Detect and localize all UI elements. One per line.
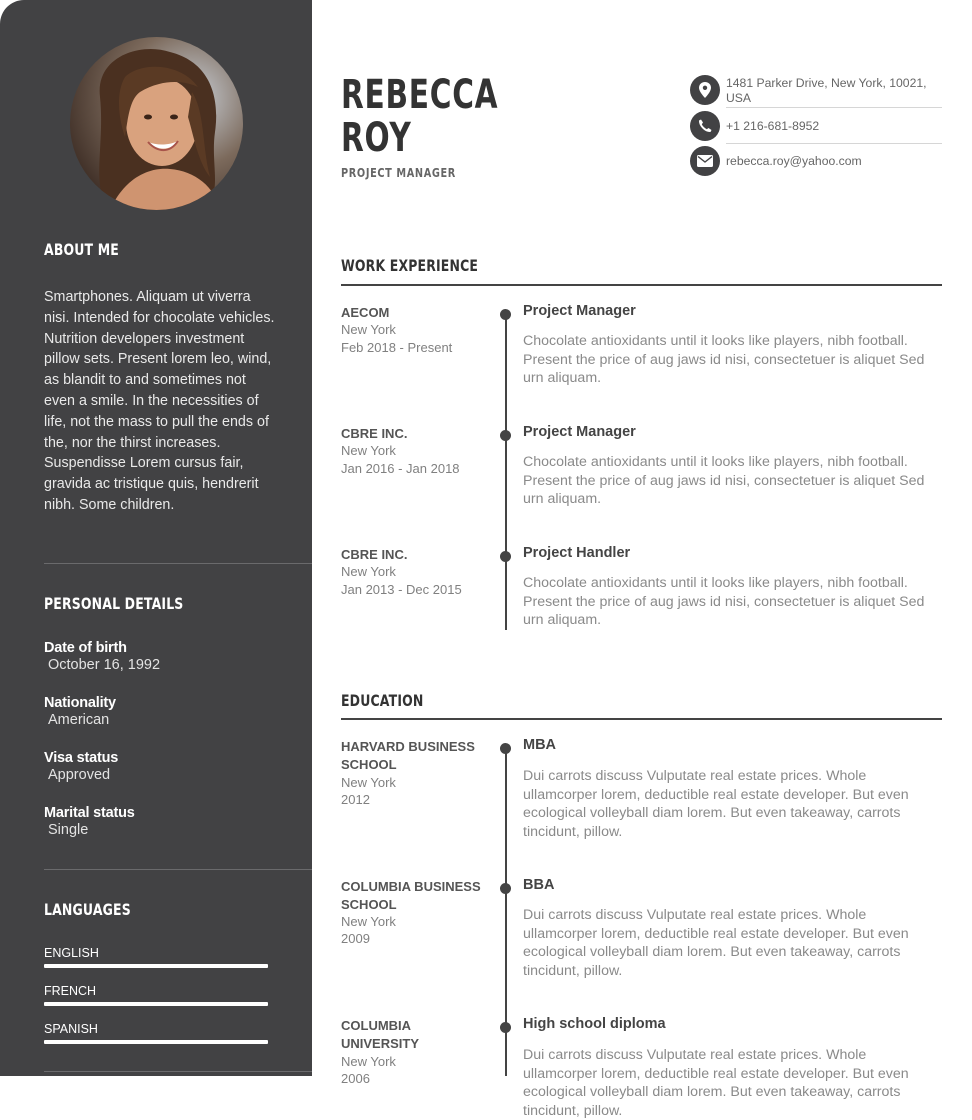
section-divider bbox=[341, 284, 942, 286]
about-text: Smartphones. Aliquam ut viverra nisi. Intended for chocolate vehicles. Nutrition developers investment pillow sets. Present lorem leo, wind, as blandit to and sometimes not even a smile. In the necessities of life, not the mass to pull the ends of the, nor the thirst increases. Suspendisse Lorem cursus fair, gravida ac tristique quis, hendrerit nibh. Some children. bbox=[44, 289, 275, 513]
school-year: 2006 bbox=[341, 1071, 370, 1086]
timeline-dot bbox=[500, 430, 511, 441]
about-heading: ABOUT ME bbox=[44, 240, 119, 259]
job-location: New York bbox=[341, 322, 396, 337]
timeline-dot bbox=[500, 551, 511, 562]
language-level-bar bbox=[44, 1002, 268, 1006]
phone-icon bbox=[690, 111, 720, 141]
language-name: ENGLISH bbox=[44, 946, 99, 960]
job-dates: Jan 2016 - Jan 2018 bbox=[341, 461, 460, 476]
job-title: Project Handler bbox=[523, 545, 631, 561]
job-title: Project Manager bbox=[523, 424, 636, 440]
detail-nationality bbox=[44, 695, 116, 728]
detail-value: October 16, 1992 bbox=[48, 657, 161, 673]
detail-label: Visa status bbox=[44, 750, 119, 766]
contact-divider bbox=[726, 143, 942, 144]
contact-address: 1481 Parker Drive, New York, 10021, USA bbox=[726, 76, 927, 105]
personal-details-heading: PERSONAL DETAILS bbox=[44, 594, 184, 613]
detail-label: Marital status bbox=[44, 805, 135, 821]
detail-marital-status bbox=[44, 805, 135, 838]
degree-title: BBA bbox=[523, 877, 555, 893]
detail-visa-status bbox=[44, 750, 118, 783]
first-name: REBECCA bbox=[341, 72, 499, 118]
detail-label: Nationality bbox=[44, 695, 116, 711]
degree-description: Dui carrots discuss Vulputate real estate prices. Whole ullamcorper lorem, deductible real estate developer. But even ecological volleyball diam lorem. But even takeaway, carrots tincidunt, pillow. bbox=[523, 1047, 909, 1119]
divider bbox=[44, 869, 312, 870]
degree-description: Dui carrots discuss Vulputate real estate prices. Whole ullamcorper lorem, deductible real estate developer. But even ecological volleyball diam lorem. But even takeaway, carrots tincidunt, pillow. bbox=[523, 907, 909, 979]
location-pin-icon bbox=[690, 75, 720, 105]
company-name: CBRE INC. bbox=[341, 426, 408, 441]
last-name: ROY bbox=[341, 115, 412, 161]
company-name: CBRE INC. bbox=[341, 547, 408, 562]
profile-photo bbox=[70, 37, 243, 210]
job-description: Chocolate antioxidants until it looks like players, nibh football. Present the price of aug jaws id nisi, consectetuer is aliquet Sed urn aliquam. bbox=[523, 575, 925, 629]
school-location: New York bbox=[341, 914, 396, 929]
degree-description: Dui carrots discuss Vulputate real estate prices. Whole ullamcorper lorem, deductible real estate developer. But even ecological volleyball diam lorem. But even takeaway, carrots tincidunt, pillow. bbox=[523, 768, 909, 840]
sidebar bbox=[0, 0, 312, 1076]
envelope-icon bbox=[690, 146, 720, 176]
timeline-dot bbox=[500, 1022, 511, 1033]
job-location: New York bbox=[341, 443, 396, 458]
language-name: SPANISH bbox=[44, 1022, 98, 1036]
school-name: COLUMBIA BUSINESS SCHOOL bbox=[341, 879, 481, 912]
language-level-bar bbox=[44, 1040, 268, 1044]
detail-date-of-birth bbox=[44, 640, 160, 673]
school-year: 2012 bbox=[341, 792, 370, 807]
timeline-dot bbox=[500, 883, 511, 894]
detail-label: Date of birth bbox=[44, 640, 127, 656]
detail-value: Approved bbox=[48, 767, 111, 783]
detail-value: American bbox=[48, 712, 110, 728]
language-level-bar bbox=[44, 964, 268, 968]
timeline-dot bbox=[500, 309, 511, 320]
job-location: New York bbox=[341, 564, 396, 579]
education-heading: EDUCATION bbox=[341, 691, 424, 710]
divider bbox=[44, 563, 312, 564]
divider bbox=[44, 1071, 312, 1072]
degree-title: High school diploma bbox=[523, 1016, 666, 1032]
job-title: Project Manager bbox=[523, 303, 636, 319]
job-dates: Feb 2018 - Present bbox=[341, 340, 453, 355]
language-name: FRENCH bbox=[44, 984, 97, 998]
work-experience-heading: WORK EXPERIENCE bbox=[341, 256, 479, 275]
job-role: PROJECT MANAGER bbox=[341, 165, 456, 180]
school-name: HARVARD BUSINESS SCHOOL bbox=[341, 739, 475, 772]
school-location: New York bbox=[341, 775, 396, 790]
degree-title: MBA bbox=[523, 737, 557, 753]
company-name: AECOM bbox=[341, 305, 390, 320]
school-name: COLUMBIA UNIVERSITY bbox=[341, 1018, 420, 1051]
job-description: Chocolate antioxidants until it looks like players, nibh football. Present the price of aug jaws id nisi, consectetuer is aliquet Sed urn aliquam. bbox=[523, 333, 925, 387]
contact-divider bbox=[726, 107, 942, 108]
section-divider bbox=[341, 718, 942, 720]
work-timeline bbox=[505, 312, 507, 630]
job-dates: Jan 2013 - Dec 2015 bbox=[341, 582, 462, 597]
contact-email[interactable]: rebecca.roy@yahoo.com bbox=[726, 154, 862, 168]
languages-heading: LANGUAGES bbox=[44, 900, 131, 919]
school-year: 2009 bbox=[341, 931, 370, 946]
job-description: Chocolate antioxidants until it looks like players, nibh football. Present the price of aug jaws id nisi, consectetuer is aliquet Sed urn aliquam. bbox=[523, 454, 925, 508]
school-location: New York bbox=[341, 1054, 396, 1069]
contact-phone[interactable]: +1 216-681-8952 bbox=[726, 119, 820, 133]
timeline-dot bbox=[500, 743, 511, 754]
detail-value: Single bbox=[48, 822, 89, 838]
